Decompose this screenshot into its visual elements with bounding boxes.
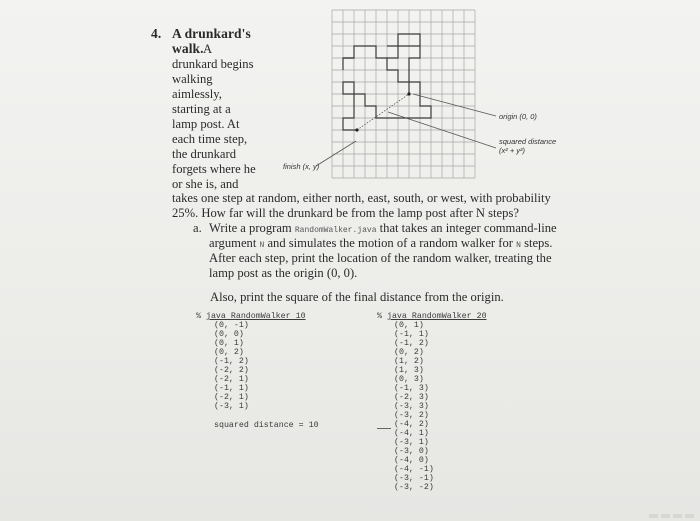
example2-line-1: (0, 1) <box>394 321 424 330</box>
corner-indicator-2 <box>661 514 670 518</box>
example2-line-10: (-3, 3) <box>394 402 429 411</box>
example1-command: % java RandomWalker 10 <box>196 312 306 321</box>
corner-indicator-4 <box>685 514 694 518</box>
example2-line-8: (-1, 3) <box>394 384 429 393</box>
intro-line-5: starting at a <box>172 102 231 116</box>
example1-line-1: (0, -1) <box>214 321 249 330</box>
corner-indicator-3 <box>673 514 682 518</box>
example2-command: % java RandomWalker 20 <box>377 312 487 321</box>
inline-code-n-2: N <box>516 241 521 250</box>
corner-indicators <box>649 514 694 518</box>
origin-label: origin (0, 0) <box>499 112 537 121</box>
part-a-line-2: argument N and simulates the motion of a random walker for N steps. <box>209 236 553 250</box>
example1-squared-distance: squared distance = 10 <box>214 421 319 430</box>
example2-line-18: (-3, -1) <box>394 474 434 483</box>
example2-line-3: (-1, 2) <box>394 339 429 348</box>
example1-line-5: (-1, 2) <box>214 357 249 366</box>
example1-line-6: (-2, 2) <box>214 366 249 375</box>
example2-line-11: (-3, 2) <box>394 411 429 420</box>
intro-line-2: drunkard begins <box>172 57 254 71</box>
continuation-line-1: takes one step at random, either north, east, south, or west, with probability <box>172 191 551 205</box>
intro-line-10: or she is, and <box>172 177 239 191</box>
part-a-line-5: Also, print the square of the final distance from the origin. <box>210 290 504 304</box>
random-walk-diagram <box>0 0 700 200</box>
intro-line-9: forgets where he <box>172 162 256 176</box>
example2-line-5: (1, 2) <box>394 357 424 366</box>
example1-line-9: (-2, 1) <box>214 393 249 402</box>
example1-line-8: (-1, 1) <box>214 384 249 393</box>
example2-line-2: (-1, 1) <box>394 330 429 339</box>
problem-title-line-1: A drunkard's <box>172 26 251 41</box>
intro-line-4: aimlessly, <box>172 87 222 101</box>
example1-line-4: (0, 2) <box>214 348 244 357</box>
example2-line-19: (-3, -2) <box>394 483 434 492</box>
example2-line-14: (-3, 1) <box>394 438 429 447</box>
example2-line-7: (0, 3) <box>394 375 424 384</box>
example2-line-12: (-4, 2) <box>394 420 429 429</box>
part-a-line-4: lamp post as the origin (0, 0). <box>209 266 358 280</box>
intro-line-7: each time step, <box>172 132 248 146</box>
finish-point <box>355 128 358 131</box>
part-a-line-1: Write a program RandomWalker.java that takes an integer command-line <box>209 221 557 235</box>
walk-path-top-right <box>387 34 420 46</box>
walk-path-top <box>343 58 354 70</box>
example1-line-2: (0, 0) <box>214 330 244 339</box>
problem-number: 4. <box>151 26 162 41</box>
annotation-dash <box>377 428 391 429</box>
finish-pointer <box>316 141 356 166</box>
continuation-line-2: 25%. How far will the drunkard be from the lamp post after N steps? <box>172 206 519 220</box>
example2-line-17: (-4, -1) <box>394 465 434 474</box>
intro-line-3: walking <box>172 72 213 86</box>
example2-line-15: (-3, 0) <box>394 447 429 456</box>
inline-code-n: N <box>259 241 265 250</box>
inline-code-classname: RandomWalker.java <box>294 226 377 235</box>
intro-line-1: A <box>203 42 213 56</box>
example2-line-13: (-4, 1) <box>394 429 429 438</box>
intro-line-6: lamp post. At <box>172 117 240 131</box>
example2-line-16: (-4, 0) <box>394 456 429 465</box>
squared-distance-formula: (x² + y²) <box>499 146 526 155</box>
part-a-line-3: After each step, print the location of the random walker, treating the <box>209 251 552 265</box>
example2-line-6: (1, 3) <box>394 366 424 375</box>
origin-point <box>407 92 410 95</box>
origin-pointer <box>413 94 496 116</box>
part-a-marker: a. <box>193 221 202 235</box>
example2-line-9: (-2, 3) <box>394 393 429 402</box>
example2-line-4: (0, 2) <box>394 348 424 357</box>
corner-indicator-1 <box>649 514 658 518</box>
finish-label: finish (x, y) <box>283 162 320 171</box>
example1-line-10: (-3, 1) <box>214 402 249 411</box>
squared-distance-label: squared distance <box>499 137 557 146</box>
intro-line-8: the drunkard <box>172 147 236 161</box>
example1-line-3: (0, 1) <box>214 339 244 348</box>
example1-line-7: (-2, 1) <box>214 375 249 384</box>
problem-title-line-2: walk. <box>172 41 204 56</box>
